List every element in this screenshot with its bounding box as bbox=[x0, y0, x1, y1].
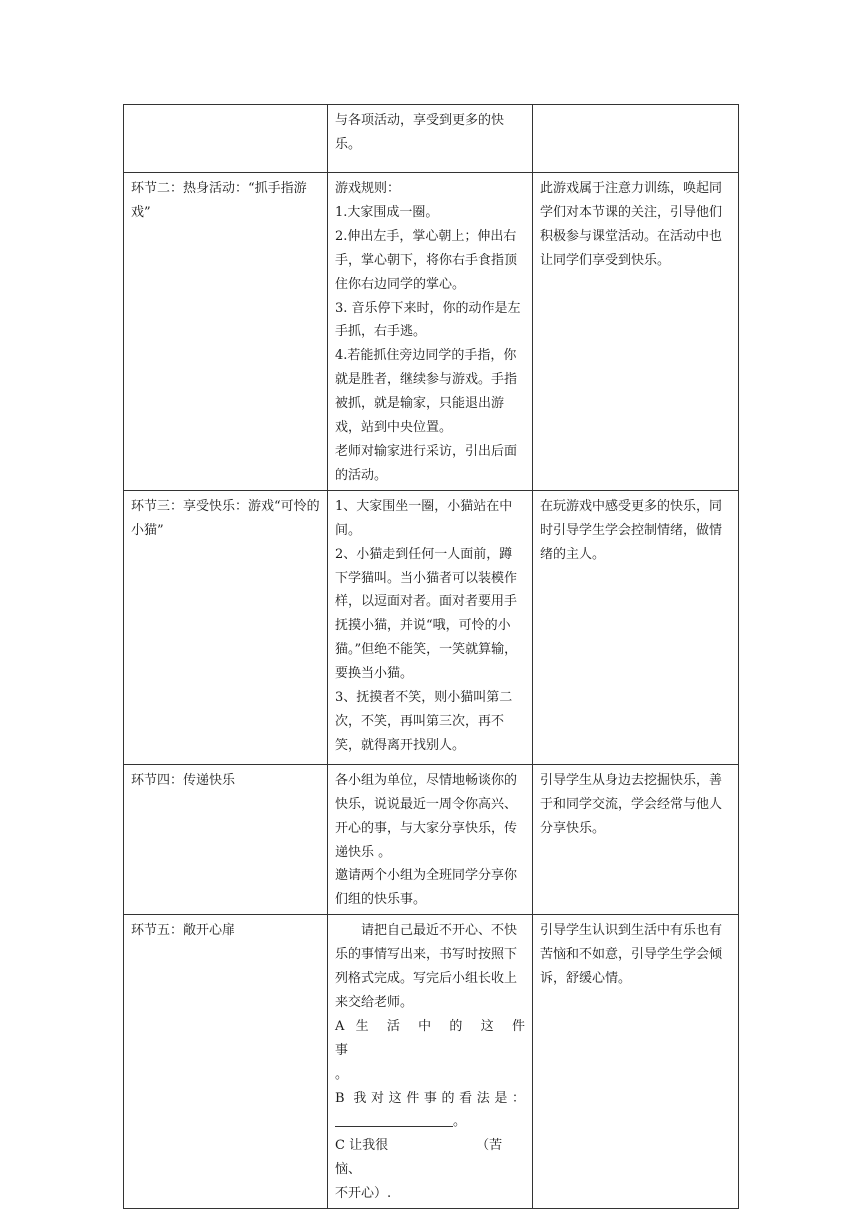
content-cell bbox=[328, 105, 533, 173]
table-row bbox=[124, 173, 739, 491]
form-line-b-blank bbox=[335, 1110, 525, 1134]
form-line-a: A 生 活 中 的 这 件 bbox=[335, 1018, 525, 1034]
form-line-b: B 我对这件事的看法是： bbox=[335, 1090, 525, 1106]
purpose-cell: 此游戏属于注意力训练，唤起同学们对本节课的关注，引导他们积极参与课堂活动。在活动中也让同学们享受到快乐。 bbox=[533, 173, 739, 491]
table-row bbox=[124, 764, 739, 914]
content-paragraph: 1.大家围成一圈。 bbox=[335, 204, 439, 220]
form-b-end: 。 bbox=[453, 1114, 467, 1130]
content-cell bbox=[328, 490, 533, 764]
form-line-a-cont bbox=[335, 1039, 525, 1087]
content-paragraph: 3、抚摸者不笑，则小猫叫第二次，不笑，再叫第三次，再不笑，就得离开找别人。 bbox=[335, 690, 513, 753]
content-paragraph: 2.伸出左手，掌心朝上；伸出右手，掌心朝下，将你右手食指顶住你右边同学的掌心。 bbox=[335, 228, 518, 292]
form-a-word: 事 bbox=[335, 1042, 349, 1058]
content-cell bbox=[328, 915, 533, 1209]
form-a-end: 。 bbox=[335, 1066, 349, 1082]
stage-cell: 环节五：敞开心扉 bbox=[124, 915, 328, 1209]
table-row bbox=[124, 915, 739, 1209]
purpose-cell: 在玩游戏中感受更多的快乐，同时引导学生学会控制情绪，做情绪的主人。 bbox=[533, 490, 739, 764]
stage-cell: 环节四：传递快乐 bbox=[124, 764, 328, 914]
content-paragraph: 游戏规则： bbox=[335, 181, 401, 196]
table-row bbox=[124, 105, 739, 173]
content-paragraph: 老师对输家进行采访，引出后面的活动。 bbox=[335, 443, 518, 483]
stage-cell: 环节三：享受快乐：游戏“可怜的小猫” bbox=[124, 490, 328, 764]
content-paragraph: 4.若能抓住旁边同学的手指，你就是胜者，继续参与游戏。手指被抓，就是输家，只能退出游戏，站到中央位置。 bbox=[335, 348, 518, 436]
content-cell bbox=[328, 764, 533, 914]
content-paragraph: 与各项活动，享受到更多的快乐。 bbox=[335, 113, 505, 152]
content-paragraph: 各小组为单位，尽情地畅谈你的快乐，说说最近一周令你高兴、开心的事，与大家分享快乐，传递快乐 。 bbox=[335, 772, 518, 860]
content-cell bbox=[328, 173, 533, 491]
content-paragraph: 3. 音乐停下来时，你的动作是左手抓，右手逃。 bbox=[335, 300, 521, 340]
form-line-c-cont: 不开心）. bbox=[335, 1186, 392, 1202]
form-c-option: （苦恼、 bbox=[335, 1138, 503, 1178]
form-c-start: C 让我很 bbox=[335, 1138, 389, 1154]
form-line-c bbox=[335, 1134, 525, 1182]
purpose-cell bbox=[533, 105, 739, 173]
purpose-cell: 引导学生认识到生活中有乐也有苦恼和不如意，引导学生学会倾诉，舒缓心情。 bbox=[533, 915, 739, 1209]
stage-cell: 环节二：热身活动：“抓手指游戏” bbox=[124, 173, 328, 491]
purpose-cell: 引导学生从身边去挖掘快乐，善于和同学交流，学会经常与他人分享快乐。 bbox=[533, 764, 739, 914]
table-row bbox=[124, 490, 739, 764]
lesson-plan-table bbox=[123, 104, 739, 1209]
content-paragraph: 邀请两个小组为全班同学分享你们组的快乐事。 bbox=[335, 868, 518, 908]
content-paragraph: 1、大家围坐一圈，小猫站在中间。 bbox=[335, 498, 513, 538]
stage-cell bbox=[124, 105, 328, 173]
content-paragraph: 2、小猫走到任何一人面前，蹲下学猫叫。当小猫者可以装模作样，以逗面对者。面对者要用手抚摸小猫，并说“哦，可怜的小猫。”但绝不能笑，一笑就算输，要换当小猫。 bbox=[335, 546, 518, 682]
form-b-underline bbox=[335, 1116, 453, 1127]
content-paragraph: 请把自己最近不开心、不快乐的事情写出来，书写时按照下列格式完成。写完后小组长收上来交给老师。 bbox=[335, 923, 518, 1010]
